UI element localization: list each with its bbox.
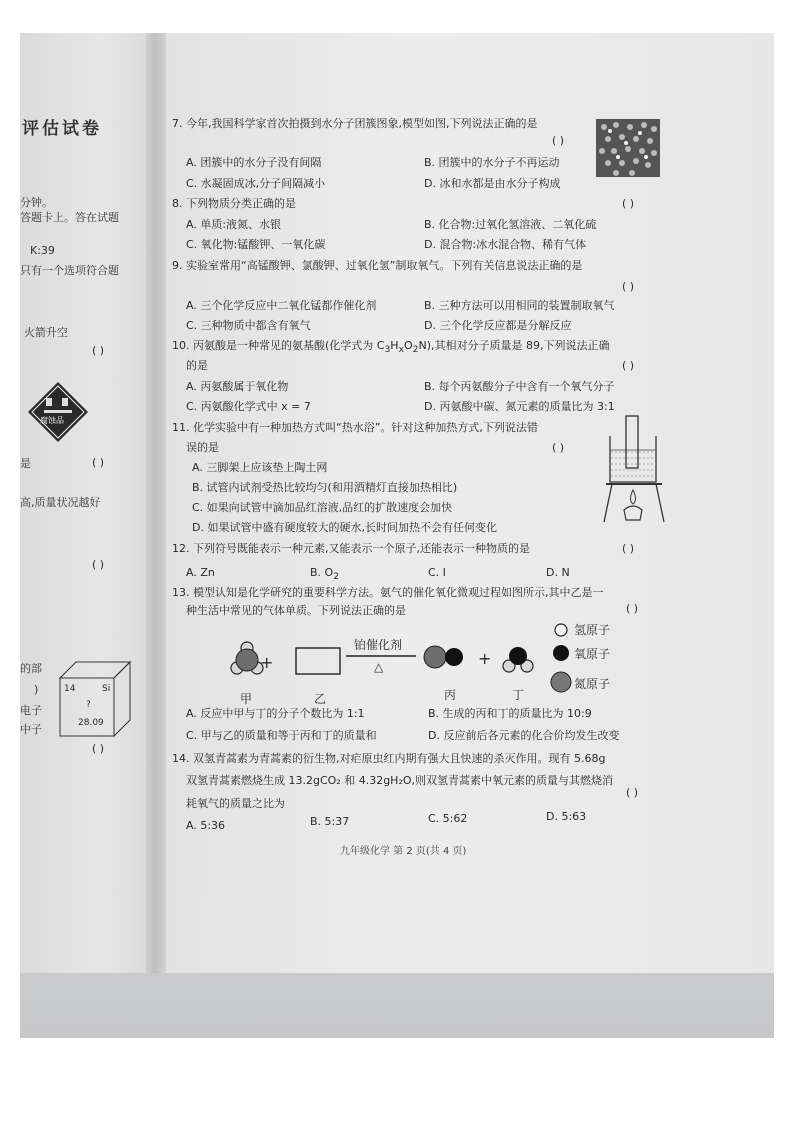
answer-bracket: ( ): [92, 456, 105, 469]
q13-option-d: D. 反应前后各元素的化合价均发生改变: [428, 729, 620, 742]
legend-nitrogen-icon: [551, 672, 571, 692]
q12-stem: 12. 下列符号既能表示一种元素,又能表示一个原子,还能表示一种物质的是: [172, 542, 530, 555]
corrosive-hazard-icon: [26, 380, 90, 444]
left-line: 电子: [20, 704, 42, 717]
element-symbol: Si: [102, 684, 111, 694]
legend-hydrogen: 氢原子: [574, 623, 611, 637]
q9-option-b: B. 三种方法可以用相同的装置制取氧气: [424, 299, 615, 312]
left-line: ): [34, 683, 39, 696]
q13-stem: 13. 模型认知是化学研究的重要科学方法。氨气的催化氧化微观过程如图所示,其中乙是一: [172, 586, 604, 599]
left-line: 火箭升空: [24, 326, 68, 339]
page-fold: [146, 33, 168, 973]
answer-bracket: ( ): [92, 344, 105, 357]
q13-option-a: A. 反应中甲与丁的分子个数比为 1:1: [186, 707, 365, 720]
q8-option-d: D. 混合物:冰水混合物、稀有气体: [424, 238, 587, 251]
q8-stem: 8. 下列物质分类正确的是: [172, 197, 296, 210]
q7-option-c: C. 水凝固成冰,分子间隔减小: [186, 177, 326, 190]
q10-stem-line2: 的是: [186, 359, 208, 372]
q14-option-c: C. 5:62: [428, 812, 468, 825]
q12-option-d: D. N: [546, 566, 570, 579]
molecule-jia: [231, 642, 263, 674]
label-jia: 甲: [240, 692, 253, 706]
q14-option-d: D. 5:63: [546, 810, 587, 823]
label-ding: 丁: [512, 688, 525, 702]
q14-stem: 14. 双氢青蒿素为青蒿素的衍生物,对疟原虫红内期有强大且快速的杀灭作用。现有 5.68g: [172, 752, 606, 765]
water-bath-apparatus-icon: [600, 414, 668, 526]
page-footer: 九年级化学 第 2 页(共 4 页): [340, 846, 467, 857]
q12-option-b: B. $O_2$: [310, 566, 340, 583]
q11-option-a: A. 三脚架上应该垫上陶土网: [192, 461, 328, 474]
q11-stem: 11. 化学实验中有一种加热方式叫“热水浴”。针对这种加热方式,下列说法错: [172, 421, 538, 434]
answer-bracket: ( ): [92, 558, 105, 571]
label-yi: 乙: [314, 692, 327, 706]
q14-bracket: ( ): [626, 786, 639, 799]
plus-sign: +: [478, 649, 492, 668]
q14-option-b: B. 5:37: [310, 815, 350, 828]
hazard-label: 腐蚀品: [40, 416, 64, 425]
q14-option-a: A. 5:36: [186, 819, 226, 832]
q11-option-b: B. 试管内试剂受热比较均匀(和用酒精灯直接加热相比): [192, 481, 458, 494]
q8-option-b: B. 化合物:过氧化氢溶液、二氧化硫: [424, 218, 597, 231]
left-line: 只有一个选项符合题: [20, 264, 119, 277]
q10-option-b: B. 每个丙氨酸分子中含有一个氧气分子: [424, 380, 615, 393]
molecule-ding: [503, 647, 533, 672]
q14-stem-line3: 耗氧气的质量之比为: [186, 797, 285, 810]
q13-bracket: ( ): [626, 602, 639, 615]
q12-bracket: ( ): [622, 542, 635, 555]
q11-bracket: ( ): [552, 441, 565, 454]
left-line: 答题卡上。答在试题: [20, 211, 119, 224]
molecule-bing: [424, 646, 463, 668]
q11-stem-line2: 误的是: [186, 441, 219, 454]
q10-option-c: C. 丙氨酸化学式中 x = 7: [186, 400, 311, 413]
left-line: 高,质量状况越好: [20, 496, 101, 509]
q7-option-d: D. 冰和水都是由水分子构成: [424, 177, 561, 190]
left-line: 分钟。: [20, 196, 53, 209]
heat-symbol: △: [374, 660, 384, 674]
legend-oxygen: 氧原子: [574, 647, 611, 661]
q9-option-a: A. 三个化学反应中二氧化锰都作催化剂: [186, 299, 377, 312]
q9-option-d: D. 三个化学反应都是分解反应: [424, 319, 572, 332]
q8-option-a: A. 单质:液氮、水银: [186, 218, 282, 231]
q10-option-a: A. 丙氨酸属于氧化物: [186, 380, 289, 393]
q10-option-d: D. 丙氨酸中碳、氮元素的质量比为 3:1: [424, 400, 615, 413]
q7-option-b: B. 团簇中的水分子不再运动: [424, 156, 560, 169]
answer-bracket: ( ): [92, 742, 105, 755]
water-cluster-icon: [596, 119, 660, 177]
legend-hydrogen-icon: [555, 624, 567, 636]
q11-option-c: C. 如果向试管中滴加品红溶液,品红的扩散速度会加快: [192, 501, 453, 514]
q12-option-a: A. Zn: [186, 566, 215, 579]
left-line: 的部: [20, 662, 42, 675]
q7-option-a: A. 团簇中的水分子没有间隔: [186, 156, 322, 169]
label-bing: 丙: [444, 688, 457, 702]
catalyst-label: 铂催化剂: [354, 638, 403, 652]
plus-sign: +: [260, 653, 274, 672]
q12-option-c: C. I: [428, 566, 446, 579]
q13-option-b: B. 生成的丙和丁的质量比为 10:9: [428, 707, 592, 720]
q10-stem: 10. 丙氨酸是一种常见的氨基酸(化学式为 $C_3H_xO_2N$),其相对分子质量是 89,下列说法正确: [172, 339, 610, 356]
molecule-yi-box: [296, 648, 340, 674]
q13-option-c: C. 甲与乙的质量和等于丙和丁的质量和: [186, 729, 377, 742]
left-title: 评估试卷: [22, 119, 102, 139]
q8-bracket: ( ): [622, 197, 635, 210]
q7-stem: 7. 今年,我国科学家首次拍摄到水分子团簇图象,模型如图,下列说法正确的是: [172, 117, 538, 130]
left-line: 中子: [20, 723, 42, 736]
legend-oxygen-icon: [553, 645, 569, 661]
element-name: ?: [86, 700, 91, 710]
q13-stem-line2: 种生活中常见的气体单质。下列说法正确的是: [186, 604, 406, 617]
left-line: 是: [20, 457, 31, 470]
q9-option-c: C. 三种物质中都含有氧气: [186, 319, 311, 332]
legend-nitrogen: 氮原子: [574, 677, 611, 691]
left-line: K:39: [30, 244, 55, 257]
q9-stem: 9. 实验室常用“高锰酸钾、氯酸钾、过氧化氢”制取氧气。下列有关信息说法正确的是: [172, 259, 583, 272]
q10-bracket: ( ): [622, 359, 635, 372]
q8-option-c: C. 氧化物:锰酸钾、一氧化碳: [186, 238, 326, 251]
q7-bracket: ( ): [552, 134, 565, 147]
element-mass: 28.09: [78, 718, 104, 728]
q9-bracket: ( ): [622, 280, 635, 293]
q11-option-d: D. 如果试管中盛有硬度较大的硬水,长时间加热不会有任何变化: [192, 521, 497, 534]
element-number: 14: [64, 684, 76, 694]
q14-stem-line2: 双氢青蒿素燃烧生成 13.2gCO₂ 和 4.32gH₂O,则双氢青蒿素中氧元素的质量与其燃烧消: [186, 774, 614, 787]
photo-background: [20, 33, 774, 1038]
